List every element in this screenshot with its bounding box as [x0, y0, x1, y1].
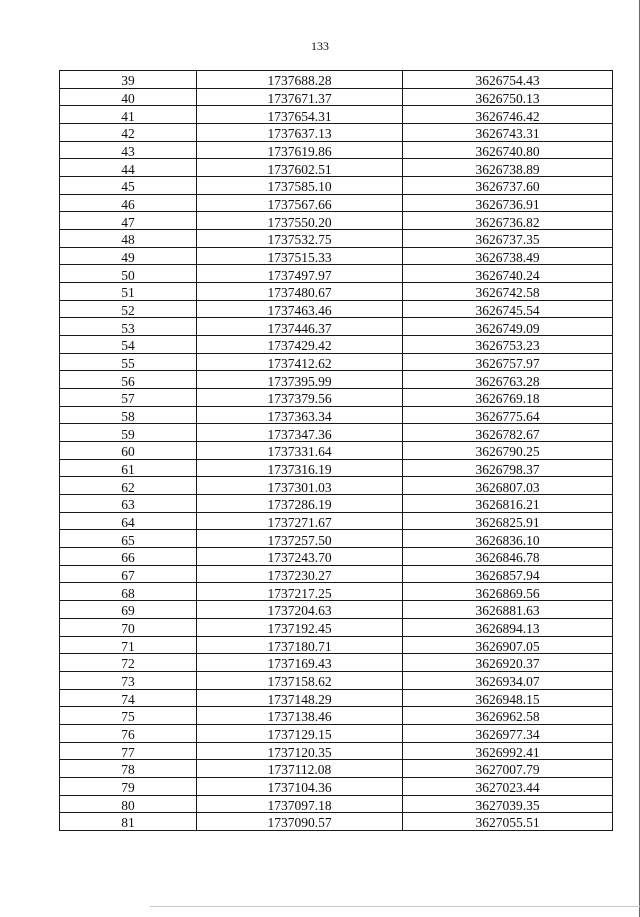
table-row [60, 389, 613, 407]
point-number-cell: 43 [60, 141, 197, 159]
table-row [60, 106, 613, 124]
table-row [60, 318, 613, 336]
point-number-cell: 52 [60, 300, 197, 318]
table-row [60, 212, 613, 230]
point-number-cell: 62 [60, 477, 197, 495]
y-coordinate-cell: 3626857.94 [403, 565, 613, 583]
table-row [60, 247, 613, 265]
x-coordinate-cell: 1737446.37 [197, 318, 403, 336]
x-coordinate-cell: 1737271.67 [197, 512, 403, 530]
y-coordinate-cell: 3626740.24 [403, 265, 613, 283]
x-coordinate-cell: 1737602.51 [197, 159, 403, 177]
table-row [60, 177, 613, 195]
x-coordinate-cell: 1737688.28 [197, 71, 403, 89]
y-coordinate-cell: 3626769.18 [403, 389, 613, 407]
point-number-cell: 56 [60, 371, 197, 389]
point-number-cell: 44 [60, 159, 197, 177]
point-number-cell: 57 [60, 389, 197, 407]
y-coordinate-cell: 3626736.82 [403, 212, 613, 230]
y-coordinate-cell: 3626962.58 [403, 707, 613, 725]
y-coordinate-cell: 3626743.31 [403, 124, 613, 142]
point-number-cell: 39 [60, 71, 197, 89]
table-row [60, 777, 613, 795]
x-coordinate-cell: 1737515.33 [197, 247, 403, 265]
y-coordinate-cell: 3626816.21 [403, 495, 613, 513]
table-row [60, 230, 613, 248]
x-coordinate-cell: 1737395.99 [197, 371, 403, 389]
x-coordinate-cell: 1737429.42 [197, 336, 403, 354]
table-row [60, 530, 613, 548]
y-coordinate-cell: 3626920.37 [403, 654, 613, 672]
y-coordinate-cell: 3627007.79 [403, 760, 613, 778]
point-number-cell: 71 [60, 636, 197, 654]
y-coordinate-cell: 3626948.15 [403, 689, 613, 707]
x-coordinate-cell: 1737585.10 [197, 177, 403, 195]
y-coordinate-cell: 3626742.58 [403, 283, 613, 301]
y-coordinate-cell: 3626775.64 [403, 406, 613, 424]
x-coordinate-cell: 1737363.34 [197, 406, 403, 424]
point-number-cell: 59 [60, 424, 197, 442]
point-number-cell: 41 [60, 106, 197, 124]
table-row [60, 283, 613, 301]
y-coordinate-cell: 3626745.54 [403, 300, 613, 318]
x-coordinate-cell: 1737619.86 [197, 141, 403, 159]
table-row [60, 795, 613, 813]
point-number-cell: 63 [60, 495, 197, 513]
x-coordinate-cell: 1737192.45 [197, 618, 403, 636]
x-coordinate-cell: 1737204.63 [197, 601, 403, 619]
coordinates-table-body [60, 71, 613, 831]
table-row [60, 194, 613, 212]
point-number-cell: 49 [60, 247, 197, 265]
x-coordinate-cell: 1737497.97 [197, 265, 403, 283]
y-coordinate-cell: 3626753.23 [403, 336, 613, 354]
x-coordinate-cell: 1737671.37 [197, 88, 403, 106]
table-row [60, 724, 613, 742]
y-coordinate-cell: 3626737.35 [403, 230, 613, 248]
point-number-cell: 80 [60, 795, 197, 813]
x-coordinate-cell: 1737567.66 [197, 194, 403, 212]
x-coordinate-cell: 1737257.50 [197, 530, 403, 548]
point-number-cell: 79 [60, 777, 197, 795]
y-coordinate-cell: 3626825.91 [403, 512, 613, 530]
y-coordinate-cell: 3626881.63 [403, 601, 613, 619]
table-row [60, 671, 613, 689]
point-number-cell: 76 [60, 724, 197, 742]
point-number-cell: 42 [60, 124, 197, 142]
y-coordinate-cell: 3626836.10 [403, 530, 613, 548]
y-coordinate-cell: 3626757.97 [403, 353, 613, 371]
y-coordinate-cell: 3626807.03 [403, 477, 613, 495]
table-row [60, 495, 613, 513]
point-number-cell: 64 [60, 512, 197, 530]
y-coordinate-cell: 3626736.91 [403, 194, 613, 212]
x-coordinate-cell: 1737217.25 [197, 583, 403, 601]
y-coordinate-cell: 3627023.44 [403, 777, 613, 795]
point-number-cell: 54 [60, 336, 197, 354]
x-coordinate-cell: 1737120.35 [197, 742, 403, 760]
x-coordinate-cell: 1737180.71 [197, 636, 403, 654]
y-coordinate-cell: 3626977.34 [403, 724, 613, 742]
point-number-cell: 48 [60, 230, 197, 248]
table-row [60, 742, 613, 760]
y-coordinate-cell: 3626740.80 [403, 141, 613, 159]
y-coordinate-cell: 3626749.09 [403, 318, 613, 336]
x-coordinate-cell: 1737532.75 [197, 230, 403, 248]
point-number-cell: 61 [60, 459, 197, 477]
point-number-cell: 77 [60, 742, 197, 760]
point-number-cell: 51 [60, 283, 197, 301]
x-coordinate-cell: 1737104.36 [197, 777, 403, 795]
x-coordinate-cell: 1737112.08 [197, 760, 403, 778]
y-coordinate-cell: 3626907.05 [403, 636, 613, 654]
y-coordinate-cell: 3626782.67 [403, 424, 613, 442]
y-coordinate-cell: 3626738.89 [403, 159, 613, 177]
x-coordinate-cell: 1737129.15 [197, 724, 403, 742]
y-coordinate-cell: 3626763.28 [403, 371, 613, 389]
point-number-cell: 58 [60, 406, 197, 424]
y-coordinate-cell: 3626754.43 [403, 71, 613, 89]
x-coordinate-cell: 1737654.31 [197, 106, 403, 124]
point-number-cell: 66 [60, 548, 197, 566]
table-row [60, 141, 613, 159]
x-coordinate-cell: 1737169.43 [197, 654, 403, 672]
table-row [60, 654, 613, 672]
point-number-cell: 73 [60, 671, 197, 689]
point-number-cell: 53 [60, 318, 197, 336]
table-row [60, 265, 613, 283]
table-row [60, 459, 613, 477]
table-row [60, 707, 613, 725]
coordinates-table [59, 70, 613, 831]
point-number-cell: 46 [60, 194, 197, 212]
point-number-cell: 40 [60, 88, 197, 106]
point-number-cell: 67 [60, 565, 197, 583]
table-row [60, 71, 613, 89]
point-number-cell: 72 [60, 654, 197, 672]
table-row [60, 813, 613, 831]
page-number: 133 [311, 39, 329, 53]
y-coordinate-cell: 3626746.42 [403, 106, 613, 124]
point-number-cell: 50 [60, 265, 197, 283]
y-coordinate-cell: 3626894.13 [403, 618, 613, 636]
x-coordinate-cell: 1737550.20 [197, 212, 403, 230]
y-coordinate-cell: 3626934.07 [403, 671, 613, 689]
table-row [60, 124, 613, 142]
point-number-cell: 65 [60, 530, 197, 548]
table-row [60, 88, 613, 106]
point-number-cell: 75 [60, 707, 197, 725]
y-coordinate-cell: 3627039.35 [403, 795, 613, 813]
point-number-cell: 78 [60, 760, 197, 778]
y-coordinate-cell: 3626992.41 [403, 742, 613, 760]
table-row [60, 353, 613, 371]
x-coordinate-cell: 1737148.29 [197, 689, 403, 707]
point-number-cell: 45 [60, 177, 197, 195]
x-coordinate-cell: 1737331.64 [197, 442, 403, 460]
point-number-cell: 68 [60, 583, 197, 601]
y-coordinate-cell: 3626790.25 [403, 442, 613, 460]
y-coordinate-cell: 3626798.37 [403, 459, 613, 477]
x-coordinate-cell: 1737463.46 [197, 300, 403, 318]
point-number-cell: 47 [60, 212, 197, 230]
y-coordinate-cell: 3626737.60 [403, 177, 613, 195]
table-row [60, 618, 613, 636]
table-row [60, 512, 613, 530]
y-coordinate-cell: 3626750.13 [403, 88, 613, 106]
table-row [60, 336, 613, 354]
x-coordinate-cell: 1737138.46 [197, 707, 403, 725]
point-number-cell: 60 [60, 442, 197, 460]
table-row [60, 477, 613, 495]
x-coordinate-cell: 1737158.62 [197, 671, 403, 689]
table-row [60, 442, 613, 460]
table-row [60, 601, 613, 619]
point-number-cell: 55 [60, 353, 197, 371]
x-coordinate-cell: 1737347.36 [197, 424, 403, 442]
table-row [60, 159, 613, 177]
x-coordinate-cell: 1737230.27 [197, 565, 403, 583]
x-coordinate-cell: 1737316.19 [197, 459, 403, 477]
x-coordinate-cell: 1737412.62 [197, 353, 403, 371]
x-coordinate-cell: 1737379.56 [197, 389, 403, 407]
point-number-cell: 70 [60, 618, 197, 636]
table-row [60, 689, 613, 707]
table-row [60, 760, 613, 778]
table-row [60, 583, 613, 601]
x-coordinate-cell: 1737286.19 [197, 495, 403, 513]
y-coordinate-cell: 3627055.51 [403, 813, 613, 831]
x-coordinate-cell: 1737637.13 [197, 124, 403, 142]
x-coordinate-cell: 1737480.67 [197, 283, 403, 301]
y-coordinate-cell: 3626869.56 [403, 583, 613, 601]
page-bottom-line [150, 906, 640, 907]
table-row [60, 565, 613, 583]
table-row [60, 636, 613, 654]
point-number-cell: 74 [60, 689, 197, 707]
table-row [60, 424, 613, 442]
point-number-cell: 69 [60, 601, 197, 619]
y-coordinate-cell: 3626738.49 [403, 247, 613, 265]
x-coordinate-cell: 1737301.03 [197, 477, 403, 495]
x-coordinate-cell: 1737090.57 [197, 813, 403, 831]
table-row [60, 300, 613, 318]
x-coordinate-cell: 1737097.18 [197, 795, 403, 813]
point-number-cell: 81 [60, 813, 197, 831]
table-row [60, 406, 613, 424]
table-row [60, 371, 613, 389]
y-coordinate-cell: 3626846.78 [403, 548, 613, 566]
x-coordinate-cell: 1737243.70 [197, 548, 403, 566]
table-row [60, 548, 613, 566]
